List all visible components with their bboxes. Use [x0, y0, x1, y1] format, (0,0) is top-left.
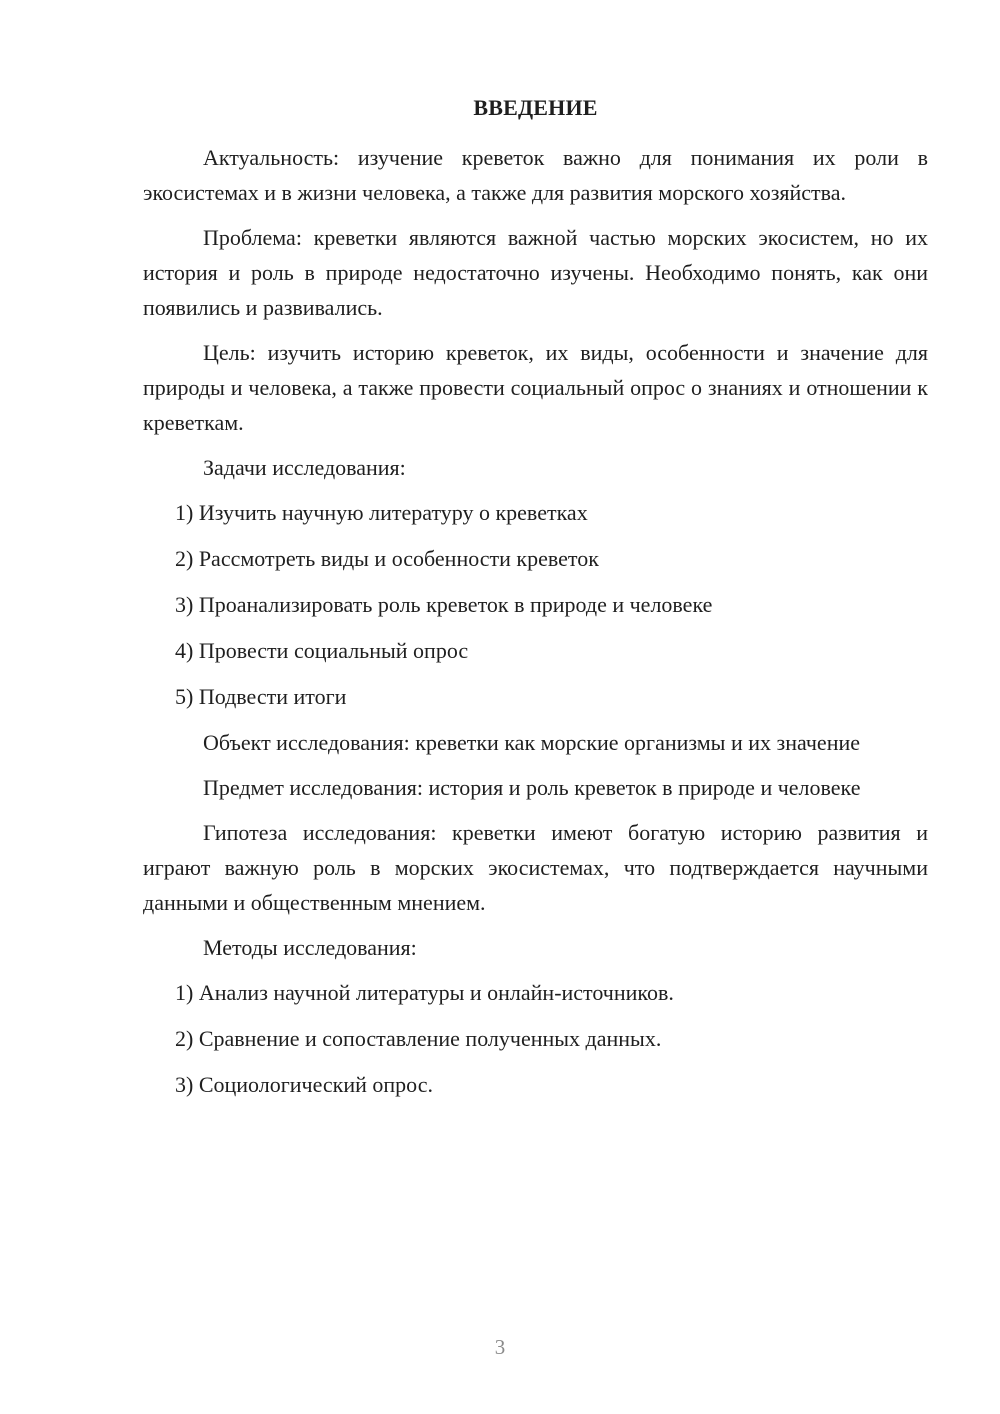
goal-paragraph: Цель: изучить историю креветок, их виды, особенности и значение для природы и человека, а также провести социальный опрос о знаниях и отношении к креветкам.	[143, 340, 928, 435]
tasks-heading: Задачи исследования:	[203, 455, 406, 480]
task-item: 4) Провести социальный опрос	[175, 638, 469, 663]
methods-list	[143, 975, 928, 1102]
methods-heading: Методы исследования:	[203, 935, 417, 960]
problem-paragraph: Проблема: креветки являются важной частью морских экосистем, но их история и роль в природе недостаточно изучены. Необходимо понять, как они появились и развивались.	[143, 225, 928, 320]
page-number: 3	[494, 1335, 506, 1359]
method-item: 2) Сравнение и сопоставление полученных данных.	[175, 1026, 662, 1051]
relevance-paragraph: Актуальность: изучение креветок важно для понимания их роли в экосистемах и в жизни человека, а также для развития морского хозяйства.	[143, 145, 928, 205]
hypothesis-paragraph: Гипотеза исследования: креветки имеют богатую историю развития и играют важную роль в морских экосистемах, что подтверждается научными данными и общественным мнением.	[143, 820, 928, 915]
task-item: 3) Проанализировать роль креветок в природе и человеке	[175, 592, 713, 617]
document-title: ВВЕДЕНИЕ	[473, 95, 598, 120]
task-item: 5) Подвести итоги	[175, 684, 347, 709]
document-page	[143, 90, 928, 1113]
subject-paragraph: Предмет исследования: история и роль креветок в природе и человеке	[203, 775, 861, 800]
method-item: 1) Анализ научной литературы и онлайн-источников.	[175, 980, 674, 1005]
task-item: 1) Изучить научную литературу о креветках	[175, 500, 588, 525]
method-item: 3) Социологический опрос.	[175, 1072, 433, 1097]
task-item: 2) Рассмотреть виды и особенности креветок	[175, 546, 599, 571]
tasks-list	[143, 495, 928, 714]
object-paragraph: Объект исследования: креветки как морские организмы и их значение	[203, 730, 861, 755]
